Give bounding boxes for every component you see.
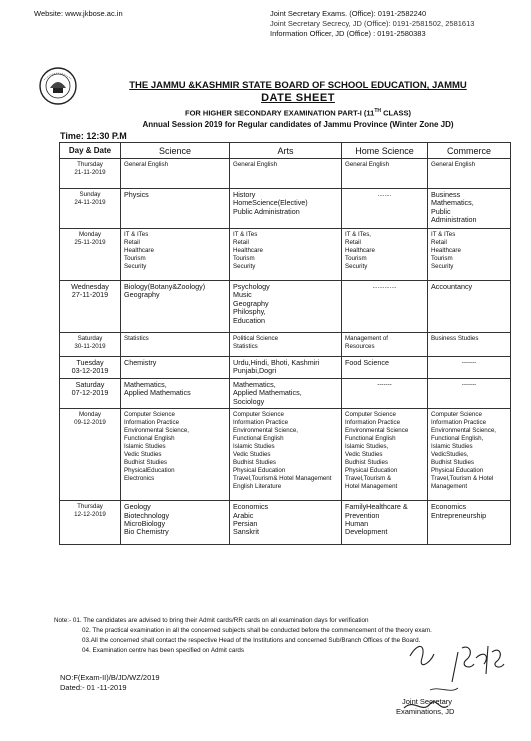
subject-line: Healthcare: [124, 247, 154, 254]
date-label: 03-12-2019: [71, 366, 109, 376]
subject-cell: [230, 189, 342, 229]
day-date-cell: [60, 379, 121, 409]
subject-line: Physics: [124, 190, 149, 199]
subject-cell: [342, 333, 428, 357]
day-label: Saturday: [75, 380, 105, 389]
subject-line: Chemistry: [124, 358, 157, 367]
subject-line: Functional English: [345, 435, 396, 443]
date-sheet-table: [59, 142, 511, 545]
subject-line: Healthcare: [431, 247, 461, 254]
subject-line: History: [233, 190, 256, 199]
subject-line: Tourism: [345, 255, 367, 262]
subject-line: Security: [345, 263, 368, 270]
subject-line: Information Practice: [431, 419, 487, 427]
subject-line: Security: [233, 263, 256, 270]
subject-line: Biotechnology: [124, 510, 170, 520]
column-header: Science: [121, 143, 230, 159]
subject-line: Applied Mathematics,: [233, 388, 302, 398]
subject-line: IT & ITes,: [345, 231, 372, 238]
subject-line: Bio Chemistry: [124, 527, 169, 537]
subject-line: Budhist Studies: [431, 459, 474, 467]
subject-line: -------: [461, 381, 477, 388]
day-date-cell: [60, 189, 121, 229]
subject-line: Islamic Studies,: [345, 443, 389, 451]
date-label: 27-11-2019: [71, 290, 109, 300]
subject-line: Statistics: [233, 343, 258, 350]
subject-line: Arabic: [233, 510, 254, 520]
date-label: 24-11-2019: [74, 199, 106, 206]
subject-cell: [428, 281, 511, 333]
note-line: 03.All the concerned shall contact the respective Head of the Institutions and concerned Sub/Branch Offices of the Board.: [82, 637, 421, 644]
contact-block: [270, 9, 474, 39]
subject-line: Management of: [345, 335, 388, 342]
subject-cell: [342, 229, 428, 281]
table-row: [60, 379, 511, 409]
subject-line: Hotel Management: [345, 483, 398, 491]
subject-line: Budhist Studies: [345, 459, 388, 467]
subject-cell: [428, 229, 511, 281]
subject-line: Tourism: [124, 255, 146, 262]
subject-cell: [121, 229, 230, 281]
subject-line: Healthcare: [233, 247, 263, 254]
subject-line: Political Science: [233, 335, 279, 342]
subject-line: Computer Science: [431, 411, 482, 419]
subject-cell: [230, 159, 342, 189]
subject-line: Business: [431, 190, 461, 199]
subject-cell: [230, 379, 342, 409]
board-title: THE JAMMU &KASHMIR STATE BOARD OF SCHOOL EDUCATION, JAMMU: [129, 80, 467, 91]
subject-line: FamilyHealthcare &: [345, 502, 408, 512]
subject-line: Computer Science: [345, 411, 396, 419]
date-label: 09-12-2019: [74, 419, 106, 427]
subject-cell: [121, 379, 230, 409]
subject-line: Administration: [431, 215, 477, 225]
subject-line: Physical Education: [233, 467, 286, 475]
table-row: [60, 409, 511, 501]
subject-line: General English: [345, 161, 390, 168]
subject-line: Functional English: [124, 435, 175, 443]
exam-title: FOR HIGHER SECONDARY EXAMINATION PART-I (11TH CLASS): [185, 108, 411, 118]
subject-line: Physical Education: [431, 467, 484, 475]
subject-line: Statistics: [124, 335, 149, 342]
subject-line: HomeScience(Elective): [233, 198, 308, 208]
subject-cell: [342, 409, 428, 501]
subject-line: Mathematics,: [431, 198, 474, 208]
table-row: [60, 333, 511, 357]
subject-cell: [230, 501, 342, 545]
subject-line: Budhist Studies: [124, 459, 167, 467]
subject-line: Environmental Science,: [431, 427, 497, 435]
day-label: Tuesday: [76, 358, 104, 367]
subject-line: Management: [431, 483, 468, 491]
subject-line: Tourism: [233, 255, 255, 262]
subject-cell: [230, 333, 342, 357]
subject-line: Travel,Tourism & Hotel: [431, 475, 494, 483]
table-row: [60, 159, 511, 189]
subject-cell: [230, 409, 342, 501]
website-text: Website: www.jkbose.ac.in: [34, 9, 123, 18]
subject-line: Food Science: [345, 358, 389, 367]
subject-line: Persian: [233, 519, 258, 529]
subject-line: Retail: [431, 239, 447, 246]
day-label: Thursday: [77, 161, 103, 168]
subject-line: -------: [377, 381, 392, 388]
note-line: 04. Examination centre has been specified on Admit cards: [82, 647, 245, 654]
subject-cell: [121, 281, 230, 333]
table-row: [60, 229, 511, 281]
subject-line: Geology: [124, 502, 151, 512]
subject-line: Geography: [124, 290, 160, 300]
subject-line: Security: [124, 263, 147, 270]
subject-cell: [121, 333, 230, 357]
subject-line: VedicStudies,: [431, 451, 469, 459]
contact-line: Information Officer, JD (Office) : 0191-2580383: [270, 29, 426, 38]
subject-cell: [428, 409, 511, 501]
subject-line: Music: [233, 290, 252, 300]
subject-line: Information Practice: [124, 419, 180, 427]
subject-line: ........: [377, 191, 392, 198]
subject-line: Travel,Tourism &: [345, 475, 392, 483]
day-date-cell: [60, 229, 121, 281]
subject-line: Tourism: [431, 255, 453, 262]
signatory-line: Examinations, JD: [396, 707, 455, 716]
subject-line: Vedic Studies: [233, 451, 271, 459]
subject-line: Retail: [124, 239, 140, 246]
exam-time: Time: 12:30 P.M: [60, 131, 127, 141]
subject-cell: [342, 281, 428, 333]
day-date-cell: [60, 409, 121, 501]
subject-line: Urdu,Hindi, Bhoti, Kashmiri: [233, 358, 320, 367]
subject-line: General English: [124, 161, 169, 168]
subject-line: Retail: [345, 239, 361, 246]
subject-line: Islamic Studies: [124, 443, 166, 451]
subject-line: English Literature: [233, 483, 282, 491]
subject-line: -------: [461, 359, 477, 366]
subject-line: Electronics: [124, 475, 155, 483]
column-header: Arts: [230, 143, 342, 159]
subject-cell: [428, 159, 511, 189]
subject-line: Budhist Studies: [233, 459, 276, 467]
reference-number: NO:F(Exam-II)/B/JD/WZ/2019: [60, 673, 160, 682]
subject-line: ..............: [372, 283, 397, 290]
subject-cell: [428, 357, 511, 379]
subject-line: Islamic Studies: [431, 443, 473, 451]
subject-line: Environmental Science: [345, 427, 409, 435]
day-label: Saturday: [77, 335, 103, 342]
subject-line: Economics: [431, 502, 467, 512]
subject-line: PhysicalEducation: [124, 467, 175, 475]
subject-line: Vedic Studies: [345, 451, 383, 459]
subject-line: Psychology: [233, 282, 270, 291]
subject-cell: [121, 357, 230, 379]
subject-line: Entrepreneurship: [431, 510, 487, 520]
subject-line: Mathematics,: [124, 380, 167, 389]
day-date-cell: [60, 501, 121, 545]
subject-line: Mathematics,: [233, 380, 276, 389]
subject-line: Healthcare: [345, 247, 375, 254]
subject-line: Human: [345, 519, 369, 529]
subject-line: General English: [233, 161, 278, 168]
subject-line: IT & ITes: [124, 231, 149, 238]
column-header: Day & Date: [60, 143, 121, 159]
subject-line: MicroBiology: [124, 519, 166, 529]
signatory-block: [396, 697, 454, 717]
subject-cell: [428, 333, 511, 357]
subject-line: Vedic Studies: [124, 451, 162, 459]
day-label: Sunday: [79, 191, 101, 198]
subject-line: Functional English,: [431, 435, 484, 443]
subject-cell: [342, 357, 428, 379]
contact-line: Joint Secretary Exams. (Office): 0191-2582240: [270, 9, 427, 18]
subject-line: Resources: [345, 343, 375, 350]
subject-cell: [230, 357, 342, 379]
column-header: Commerce: [428, 143, 511, 159]
subject-line: Accountancy: [431, 282, 473, 291]
subject-line: Prevention: [345, 510, 380, 520]
subject-line: Geography: [233, 298, 269, 308]
subject-line: Sanskrit: [233, 527, 259, 537]
column-header: Home Science: [342, 143, 428, 159]
day-label: Wednesday: [71, 282, 109, 291]
subject-line: Information Practice: [345, 419, 401, 427]
contact-line: Joint Secretary Secrecy, JD (Office): 0191-2581502, 2581613: [270, 19, 475, 28]
subject-line: Travel,Tourism& Hotel Management: [233, 475, 332, 483]
subject-cell: [121, 189, 230, 229]
subject-line: Biology(Botany&Zoology): [124, 282, 206, 291]
day-date-cell: [60, 357, 121, 379]
subject-line: Sociology: [233, 396, 265, 406]
table-row: [60, 281, 511, 333]
day-date-cell: [60, 333, 121, 357]
subject-cell: [428, 501, 511, 545]
document-title: DATE SHEET: [261, 92, 335, 104]
table-row: [60, 189, 511, 229]
subject-line: Information Practice: [233, 419, 289, 427]
table-header-row: [60, 143, 511, 159]
subject-line: Computer Science: [233, 411, 284, 419]
subject-line: Computer Science: [124, 411, 175, 419]
date-label: 21-11-2019: [74, 169, 106, 176]
note-line: Note:- 01. The candidates are advised to bring their Admit cards/RR cards on all examination days for verification: [54, 617, 369, 624]
subject-cell: [342, 379, 428, 409]
subject-line: Islamic Studies: [233, 443, 275, 451]
subject-line: Punjabi,Dogri: [233, 366, 277, 376]
subject-cell: [342, 189, 428, 229]
subject-cell: [121, 409, 230, 501]
day-date-cell: [60, 281, 121, 333]
subject-cell: [342, 501, 428, 545]
subject-line: Public Administration: [233, 206, 300, 216]
subject-line: Functional English: [233, 435, 284, 443]
subject-cell: [342, 159, 428, 189]
subject-line: IT & ITes: [233, 231, 258, 238]
day-date-cell: [60, 159, 121, 189]
date-label: 30-11-2019: [74, 343, 106, 350]
board-seal-logo: [38, 66, 78, 106]
day-label: Monday: [78, 231, 101, 238]
subject-cell: [428, 379, 511, 409]
subject-line: General English: [431, 161, 476, 168]
subject-line: IT & ITes: [431, 231, 456, 238]
session-title: Annual Session 2019 for Regular candidates of Jammu Province (Winter Zone JD): [142, 120, 454, 129]
table-row: [60, 357, 511, 379]
subject-cell: [121, 501, 230, 545]
table-row: [60, 501, 511, 545]
subject-line: Education: [233, 315, 265, 325]
signatory-line: Joint Secretary: [402, 697, 453, 706]
subject-line: Security: [431, 263, 454, 270]
subject-cell: [230, 281, 342, 333]
reference-block: [60, 673, 160, 693]
day-label: Thursday: [77, 503, 103, 511]
subject-cell: [230, 229, 342, 281]
subject-line: Economics: [233, 502, 269, 512]
subject-line: Physical Education: [345, 467, 398, 475]
date-label: 12-12-2019: [74, 511, 106, 519]
subject-line: Business Studies: [431, 335, 479, 342]
reference-date: Dated:- 01 -11-2019: [60, 683, 127, 692]
subject-line: Applied Mathematics: [124, 388, 191, 398]
subject-cell: [121, 159, 230, 189]
subject-line: Environmental Science,: [124, 427, 190, 435]
day-label: Monday: [78, 411, 101, 419]
date-label: 07-12-2019: [71, 388, 109, 398]
subject-line: Public: [431, 206, 451, 216]
date-label: 25-11-2019: [74, 239, 106, 246]
subject-line: Development: [345, 527, 388, 537]
subject-cell: [428, 189, 511, 229]
subject-line: Philosphy,: [233, 307, 266, 317]
subject-line: Environmental Science,: [233, 427, 299, 435]
subject-line: Retail: [233, 239, 249, 246]
note-line: 02. The practical examination in all the concerned subjects shall be conducted before the commencement of the theory exam.: [82, 627, 432, 634]
